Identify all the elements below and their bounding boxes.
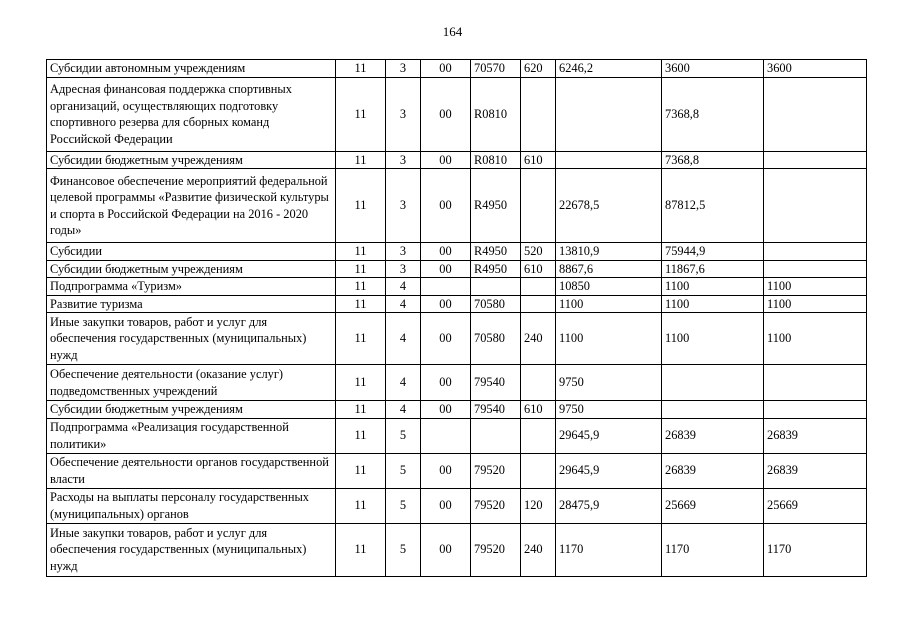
amount-year-3-cell: 1100 bbox=[764, 313, 867, 365]
program-code-cell: 00 bbox=[421, 453, 471, 488]
program-code-cell: 00 bbox=[421, 523, 471, 576]
expense-name-cell: Субсидии бюджетным учреждениям bbox=[47, 151, 336, 169]
page-number: 164 bbox=[442, 24, 463, 39]
program-code-cell: 00 bbox=[421, 488, 471, 523]
section-code-cell: 11 bbox=[336, 77, 386, 151]
expense-type-code-cell bbox=[521, 418, 556, 453]
direction-code-cell bbox=[471, 418, 521, 453]
amount-year-2-cell: 11867,6 bbox=[662, 260, 764, 278]
amount-year-1-cell: 29645,9 bbox=[556, 453, 662, 488]
section-code-cell: 11 bbox=[336, 243, 386, 261]
subsection-code-cell: 5 bbox=[386, 453, 421, 488]
expense-name-cell: Субсидии bbox=[47, 243, 336, 261]
amount-year-2-cell bbox=[662, 401, 764, 419]
amount-year-2-cell: 1100 bbox=[662, 278, 764, 296]
expense-name-cell: Обеспечение деятельности органов государственной власти bbox=[47, 453, 336, 488]
direction-code-cell: R4950 bbox=[471, 243, 521, 261]
subsection-code-cell: 4 bbox=[386, 313, 421, 365]
expense-type-code-cell bbox=[521, 365, 556, 401]
amount-year-3-cell bbox=[764, 243, 867, 261]
table-row bbox=[47, 243, 867, 261]
expense-type-code-cell: 610 bbox=[521, 151, 556, 169]
amount-year-1-cell: 8867,6 bbox=[556, 260, 662, 278]
section-code-cell: 11 bbox=[336, 278, 386, 296]
section-code-cell: 11 bbox=[336, 169, 386, 243]
amount-year-2-cell: 26839 bbox=[662, 418, 764, 453]
section-code-cell: 11 bbox=[336, 418, 386, 453]
table-row bbox=[47, 295, 867, 313]
expense-name-cell: Подпрограмма «Туризм» bbox=[47, 278, 336, 296]
subsection-code-cell: 3 bbox=[386, 151, 421, 169]
section-code-cell: 11 bbox=[336, 523, 386, 576]
amount-year-2-cell: 75944,9 bbox=[662, 243, 764, 261]
expense-name-cell: Финансовое обеспечение мероприятий федеральной целевой программы «Развитие физической культуры и спорта в Российской Федерации на 2016 - 2020 годы» bbox=[47, 169, 336, 243]
amount-year-2-cell: 1100 bbox=[662, 313, 764, 365]
section-code-cell: 11 bbox=[336, 313, 386, 365]
expense-type-code-cell: 240 bbox=[521, 313, 556, 365]
amount-year-1-cell bbox=[556, 77, 662, 151]
expense-name-cell: Иные закупки товаров, работ и услуг для обеспечения государственных (муниципальных) нужд bbox=[47, 313, 336, 365]
table-row bbox=[47, 169, 867, 243]
table-row bbox=[47, 313, 867, 365]
section-code-cell: 11 bbox=[336, 453, 386, 488]
direction-code-cell bbox=[471, 278, 521, 296]
amount-year-2-cell: 1100 bbox=[662, 295, 764, 313]
expense-name-cell: Субсидии бюджетным учреждениям bbox=[47, 260, 336, 278]
amount-year-3-cell bbox=[764, 401, 867, 419]
amount-year-1-cell: 9750 bbox=[556, 365, 662, 401]
amount-year-3-cell: 1100 bbox=[764, 278, 867, 296]
program-code-cell: 00 bbox=[421, 295, 471, 313]
amount-year-2-cell: 3600 bbox=[662, 60, 764, 78]
section-code-cell: 11 bbox=[336, 260, 386, 278]
amount-year-3-cell: 1100 bbox=[764, 295, 867, 313]
amount-year-1-cell: 1100 bbox=[556, 295, 662, 313]
expense-name-cell: Обеспечение деятельности (оказание услуг) подведомственных учреждений bbox=[47, 365, 336, 401]
section-code-cell: 11 bbox=[336, 295, 386, 313]
expense-type-code-cell bbox=[521, 295, 556, 313]
amount-year-1-cell: 28475,9 bbox=[556, 488, 662, 523]
program-code-cell: 00 bbox=[421, 77, 471, 151]
subsection-code-cell: 5 bbox=[386, 418, 421, 453]
amount-year-3-cell: 26839 bbox=[764, 418, 867, 453]
amount-year-3-cell bbox=[764, 365, 867, 401]
table-row bbox=[47, 365, 867, 401]
amount-year-2-cell bbox=[662, 365, 764, 401]
direction-code-cell: R0810 bbox=[471, 151, 521, 169]
direction-code-cell: R0810 bbox=[471, 77, 521, 151]
section-code-cell: 11 bbox=[336, 365, 386, 401]
expense-type-code-cell bbox=[521, 77, 556, 151]
direction-code-cell: R4950 bbox=[471, 260, 521, 278]
amount-year-1-cell: 6246,2 bbox=[556, 60, 662, 78]
expense-name-cell: Адресная финансовая поддержка спортивных организаций, осуществляющих подготовку спортивного резерва для сборных команд Российской Федерации bbox=[47, 77, 336, 151]
subsection-code-cell: 3 bbox=[386, 169, 421, 243]
subsection-code-cell: 4 bbox=[386, 295, 421, 313]
budget-table bbox=[46, 59, 867, 577]
direction-code-cell: 79540 bbox=[471, 401, 521, 419]
table-row bbox=[47, 60, 867, 78]
table-row bbox=[47, 260, 867, 278]
section-code-cell: 11 bbox=[336, 151, 386, 169]
program-code-cell: 00 bbox=[421, 313, 471, 365]
section-code-cell: 11 bbox=[336, 401, 386, 419]
amount-year-3-cell: 1170 bbox=[764, 523, 867, 576]
direction-code-cell: 70570 bbox=[471, 60, 521, 78]
amount-year-1-cell: 22678,5 bbox=[556, 169, 662, 243]
expense-name-cell: Развитие туризма bbox=[47, 295, 336, 313]
table-row bbox=[47, 488, 867, 523]
budget-table-body bbox=[47, 60, 867, 577]
amount-year-3-cell bbox=[764, 169, 867, 243]
table-row bbox=[47, 278, 867, 296]
program-code-cell: 00 bbox=[421, 260, 471, 278]
subsection-code-cell: 3 bbox=[386, 60, 421, 78]
subsection-code-cell: 4 bbox=[386, 401, 421, 419]
expense-type-code-cell bbox=[521, 278, 556, 296]
expense-name-cell: Субсидии бюджетным учреждениям bbox=[47, 401, 336, 419]
expense-name-cell: Расходы на выплаты персоналу государственных (муниципальных) органов bbox=[47, 488, 336, 523]
direction-code-cell: 70580 bbox=[471, 313, 521, 365]
table-row bbox=[47, 418, 867, 453]
expense-type-code-cell: 610 bbox=[521, 401, 556, 419]
amount-year-2-cell: 26839 bbox=[662, 453, 764, 488]
amount-year-1-cell: 1100 bbox=[556, 313, 662, 365]
section-code-cell: 11 bbox=[336, 60, 386, 78]
direction-code-cell: 79540 bbox=[471, 365, 521, 401]
amount-year-3-cell: 26839 bbox=[764, 453, 867, 488]
direction-code-cell: R4950 bbox=[471, 169, 521, 243]
subsection-code-cell: 5 bbox=[386, 523, 421, 576]
program-code-cell bbox=[421, 418, 471, 453]
amount-year-3-cell: 3600 bbox=[764, 60, 867, 78]
amount-year-2-cell: 25669 bbox=[662, 488, 764, 523]
amount-year-2-cell: 1170 bbox=[662, 523, 764, 576]
program-code-cell: 00 bbox=[421, 151, 471, 169]
amount-year-3-cell bbox=[764, 151, 867, 169]
direction-code-cell: 70580 bbox=[471, 295, 521, 313]
subsection-code-cell: 3 bbox=[386, 260, 421, 278]
amount-year-1-cell bbox=[556, 151, 662, 169]
direction-code-cell: 79520 bbox=[471, 453, 521, 488]
amount-year-1-cell: 9750 bbox=[556, 401, 662, 419]
expense-type-code-cell bbox=[521, 169, 556, 243]
section-code-cell: 11 bbox=[336, 488, 386, 523]
subsection-code-cell: 4 bbox=[386, 278, 421, 296]
amount-year-1-cell: 13810,9 bbox=[556, 243, 662, 261]
table-row bbox=[47, 523, 867, 576]
amount-year-2-cell: 7368,8 bbox=[662, 77, 764, 151]
expense-type-code-cell bbox=[521, 453, 556, 488]
expense-name-cell: Подпрограмма «Реализация государственной политики» bbox=[47, 418, 336, 453]
table-row bbox=[47, 453, 867, 488]
program-code-cell: 00 bbox=[421, 365, 471, 401]
amount-year-3-cell: 25669 bbox=[764, 488, 867, 523]
amount-year-1-cell: 29645,9 bbox=[556, 418, 662, 453]
program-code-cell: 00 bbox=[421, 243, 471, 261]
expense-name-cell: Иные закупки товаров, работ и услуг для обеспечения государственных (муниципальных) нужд bbox=[47, 523, 336, 576]
subsection-code-cell: 3 bbox=[386, 243, 421, 261]
program-code-cell: 00 bbox=[421, 169, 471, 243]
direction-code-cell: 79520 bbox=[471, 488, 521, 523]
table-row bbox=[47, 401, 867, 419]
expense-name-cell: Субсидии автономным учреждениям bbox=[47, 60, 336, 78]
amount-year-2-cell: 87812,5 bbox=[662, 169, 764, 243]
expense-type-code-cell: 520 bbox=[521, 243, 556, 261]
amount-year-3-cell bbox=[764, 77, 867, 151]
table-row bbox=[47, 77, 867, 151]
direction-code-cell: 79520 bbox=[471, 523, 521, 576]
amount-year-1-cell: 10850 bbox=[556, 278, 662, 296]
amount-year-3-cell bbox=[764, 260, 867, 278]
expense-type-code-cell: 620 bbox=[521, 60, 556, 78]
expense-type-code-cell: 610 bbox=[521, 260, 556, 278]
subsection-code-cell: 3 bbox=[386, 77, 421, 151]
program-code-cell: 00 bbox=[421, 60, 471, 78]
expense-type-code-cell: 120 bbox=[521, 488, 556, 523]
subsection-code-cell: 5 bbox=[386, 488, 421, 523]
program-code-cell: 00 bbox=[421, 401, 471, 419]
amount-year-2-cell: 7368,8 bbox=[662, 151, 764, 169]
program-code-cell bbox=[421, 278, 471, 296]
expense-type-code-cell: 240 bbox=[521, 523, 556, 576]
amount-year-1-cell: 1170 bbox=[556, 523, 662, 576]
subsection-code-cell: 4 bbox=[386, 365, 421, 401]
table-row bbox=[47, 151, 867, 169]
